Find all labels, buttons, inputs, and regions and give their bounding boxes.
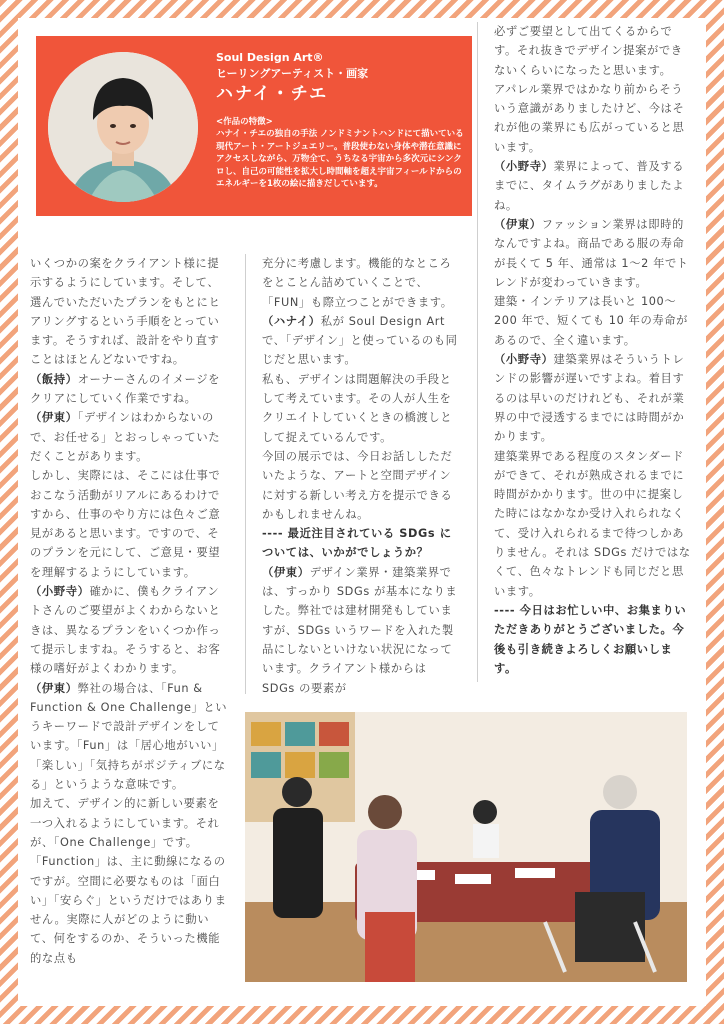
paragraph-text: 弊社の場合は、「Fun & Function & One Challenge」というキーワードで設計デザインをしています。「Fun」は「居心地がいい」「楽しい」「気持ちがポジティブになる」というような意味です。 <box>30 681 228 792</box>
speaker-label: （小野寺） <box>30 585 90 599</box>
paragraph <box>30 408 230 466</box>
meeting-scene-icon <box>245 712 687 982</box>
features-title: <作品の特徴> <box>216 117 273 127</box>
paragraph <box>494 447 694 601</box>
paragraph <box>494 350 694 446</box>
column-divider <box>477 22 478 682</box>
paragraph-text: 建築・インテリアは長いと 100〜200 年で、短くても 10 年の寿命があるので、全く違います。 <box>494 295 689 347</box>
paragraph <box>30 794 230 852</box>
speaker-label: （伊東） <box>30 411 78 425</box>
speaker-label: （伊東） <box>262 565 310 579</box>
paragraph-text: アパレル業界ではかなり前からそういう意識がありましたけど、今はそれが他の業界にも広がっていると思います。 <box>494 82 685 154</box>
paragraph <box>30 466 230 582</box>
paragraph-text: ファッション業界は即時的なんですよね。商品である服の寿命が長くて 5 年、通常は 1〜2 年でトレンドが変わっていきます。 <box>494 217 689 289</box>
paragraph <box>262 254 462 312</box>
paragraph-text: 業界によって、普及するまでに、タイムラグがありましたよね。 <box>494 160 685 212</box>
speaker-label: （伊東） <box>30 681 78 695</box>
paragraph <box>494 80 694 157</box>
paragraph <box>494 215 694 292</box>
speaker-label: （伊東） <box>494 217 542 231</box>
paragraph-text: 加えて、デザイン的に新しい要素を一つ入れるようにしています。それが、「One Challenge」です。 <box>30 797 220 849</box>
paragraph-text: 「Function」は、主に動線になるのですが。空間に必要なものは「面白い」「安らぐ」というだけではありません。実際に人がどのように動いて、何をするのか、そういった機能的な点も <box>30 855 227 965</box>
speaker-label: （飯持） <box>30 372 78 386</box>
paragraph <box>30 582 230 678</box>
paragraph <box>30 370 230 409</box>
artist-name: ハナイ・チエ <box>216 84 329 104</box>
interviewer-question: ---- 今日はお忙しい中、お集まりいただきありがとうございました。今後も引き続きよろしくお願いします。 <box>494 603 687 675</box>
artist-portrait <box>48 52 198 202</box>
paragraph-text: 私も、デザインは問題解決の手段として考えています。その人が人生をクリエイトしていくときの橋渡しとして捉えているんです。 <box>262 372 453 444</box>
paragraph <box>494 292 694 350</box>
portrait-illustration-icon <box>48 52 198 202</box>
paragraph-text: 私が Soul Design Art で、「デザイン」と使っているのも同じだと思います。 <box>262 314 458 367</box>
artist-role: ヒーリングアーティスト・画家 <box>216 67 369 80</box>
paragraph <box>262 563 462 698</box>
paragraph-text: デザイン業界・建築業界では、すっかり SDGs が基本になりました。弊社では建材開発もしていますが、SDGs いうワードを入れた製品にしないといけない状況になっています。クライアント様からは SDGs の要素が <box>262 565 458 695</box>
paragraph-text: 必ずご要望として出てくるからです。それ抜きでデザイン提案ができないくらいになったと思います。 <box>494 25 683 77</box>
paragraph-text: 「デザインはわからないので、お任せる」とおっしゃっていただくことがあります。 <box>30 411 221 463</box>
text-column-1 <box>30 254 230 968</box>
paragraph <box>494 22 694 80</box>
page <box>18 18 706 1006</box>
paragraph-text: 建築業界である程度のスタンダードができて、それが熟成されるまでに時間がかかります。世の中に提案した時にはなかなか受け入れられなくて、受け入れられるまで待つしかありません。それは SDGs だけではなくて、色々なトレンドも同じだと思います。 <box>494 449 691 598</box>
paragraph-text: 確かに、僕もクライアントさんのご要望がよくわからないときは、異なるプランをいくつか作って提示しますね。そうすると、お客様の嗜好がよくわかります。 <box>30 585 221 676</box>
speaker-label: （小野寺） <box>494 160 554 174</box>
paragraph <box>30 679 230 795</box>
paragraph-text: オーナーさんのイメージをクリアにしていく作業ですね。 <box>30 372 221 406</box>
paragraph <box>262 447 462 524</box>
paragraph-text: 充分に考慮します。機能的なところをとことん詰めていくことで、「FUN」も際立つことができます。 <box>262 257 453 309</box>
speaker-label: （ハナイ） <box>262 314 321 328</box>
paragraph-text: 建築業界はそういうトレンドの影響が遅いですよね。着目するのは早いのだけれども、それが業界の中で浸透するまでには時間がかかります。 <box>494 353 685 444</box>
meeting-photo <box>245 712 687 982</box>
paragraph <box>30 852 230 968</box>
paragraph <box>262 370 462 447</box>
paragraph-text: 今回の展示では、今日お話ししただいたような、アートと空間デザインに対する新しい考え方を提示できるかもしれませんね。 <box>262 449 453 521</box>
paragraph-text: いくつかの案をクライアント様に提示するようにしています。そして、選んでいただいたプランをもとにヒアリングするという手順をとっています。そうすれば、設計をやり直すことはほとんどないですね。 <box>30 257 221 367</box>
interviewer-question: ---- 最近注目されている SDGs については、いかがでしょうか？ <box>262 527 452 560</box>
paragraph <box>262 312 462 370</box>
paragraph <box>30 254 230 370</box>
artist-profile-box <box>36 36 472 216</box>
speaker-label: （小野寺） <box>494 353 554 367</box>
paragraph <box>494 157 694 215</box>
text-column-2 <box>262 254 462 698</box>
brand-name: Soul Design Art® <box>216 51 324 64</box>
text-column-3 <box>494 22 694 678</box>
column-divider <box>245 254 246 694</box>
features-description: ハナイ・チエの独自の手法 ノンドミナントハンドにて描いている現代アート・アートジュエリー。普段使わない身体や潜在意識にアクセスしながら、万物全て、うちなる宇宙から多次元にシンクロし、自己の可能性を拡大し時間軸を超え宇宙フィールドからのエネルギーを1枚の絵に描きだしています。 <box>216 129 464 189</box>
paragraph-text: しかし、実際には、そこには仕事でおこなう活動がリアルにあるわけですから、仕事のやり方には色々ご意見があると思います。ですので、そのプランを元にして、ご意見・要望を理解するようにしています。 <box>30 469 221 579</box>
